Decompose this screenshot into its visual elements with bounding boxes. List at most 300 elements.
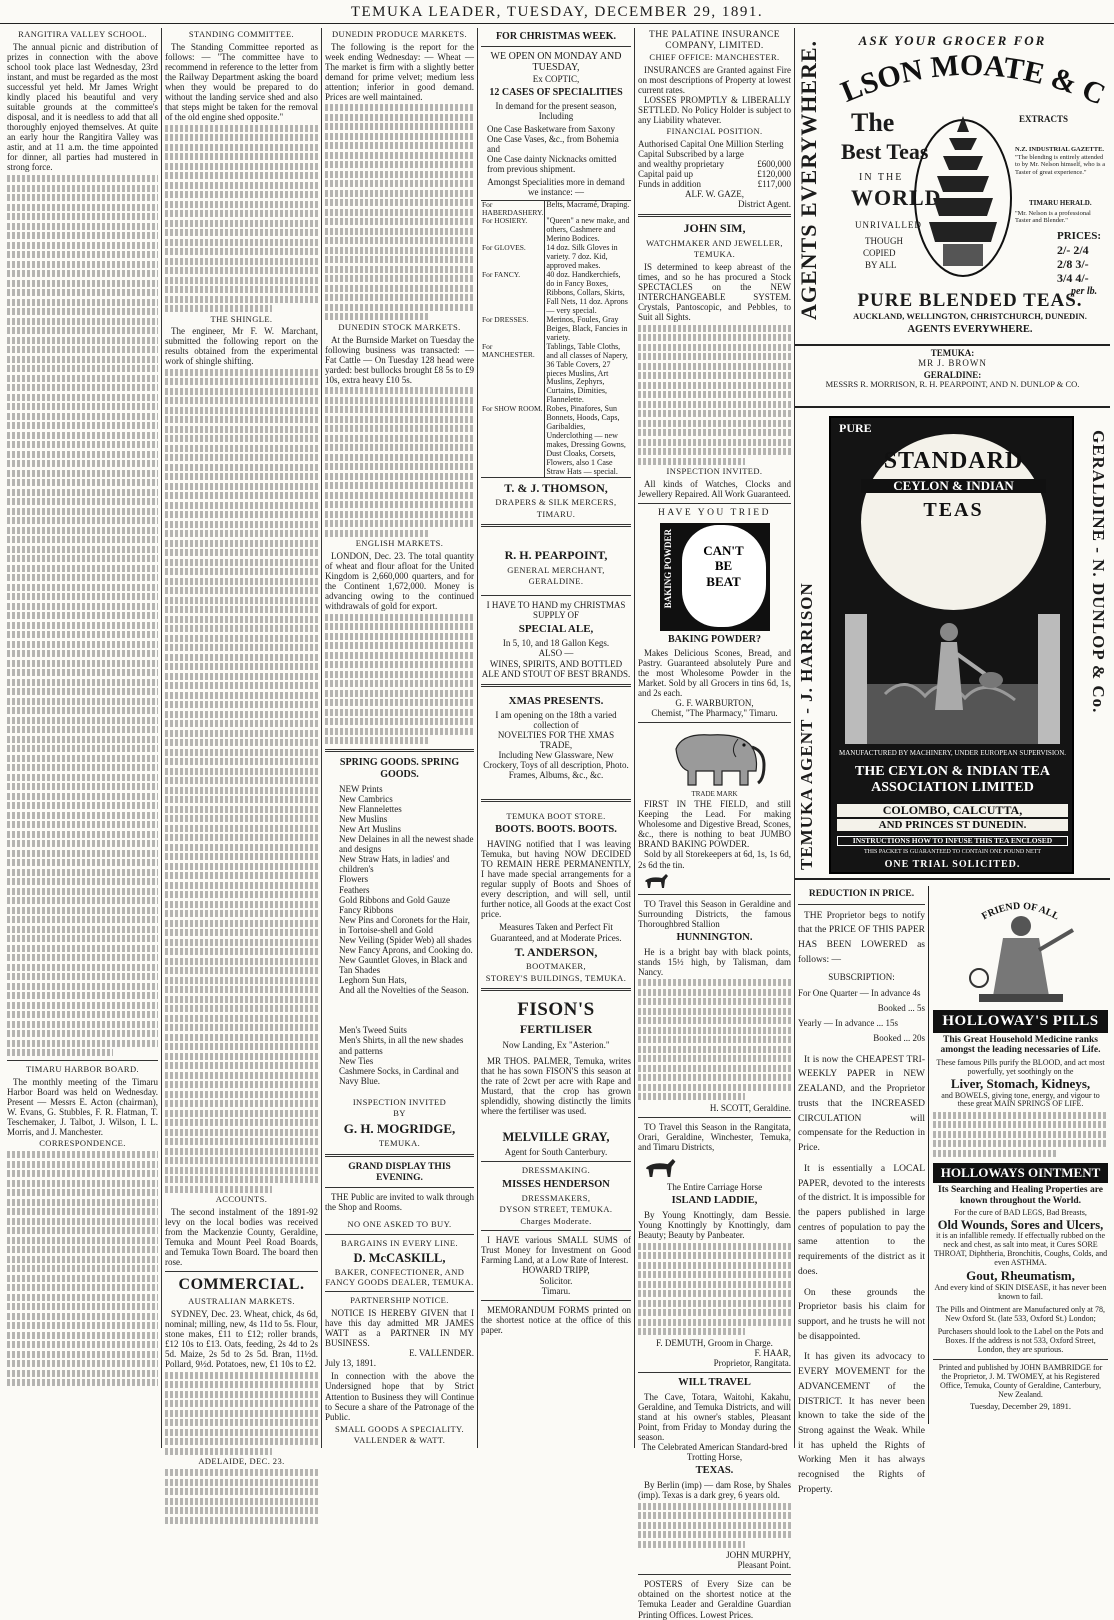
list-item: Fancy Ribbons [339, 904, 394, 915]
column-6-advertisements [795, 28, 1110, 1495]
table-row [481, 405, 631, 477]
category-text: "Queen" a new make, and others, Cashmere and Merino Bodices. [546, 216, 630, 244]
geraldine-label: GERALDINE: [923, 370, 982, 381]
heading-english-markets: ENGLISH MARKETS. [355, 538, 444, 549]
table-row [481, 316, 631, 343]
be-label: BE [714, 558, 733, 574]
list-item: Feathers [339, 884, 370, 895]
row-value: £117,000 [757, 179, 791, 190]
price-row-1: 2/- 2/4 [1057, 243, 1089, 257]
list-item: One Case dainty Nicknacks omitted from previous shipment. [487, 154, 617, 175]
local-paper-text: It is essentially a LOCAL PAPER, devoted to the interests of the district. It is impossible for the papers published in large centres of population to pay the same attention to the requirements of the district as it does. [798, 1163, 925, 1277]
row-label: Capital Subscribed by a large and wealthy proprietary [638, 148, 744, 169]
heading-spring-goods: SPRING GOODS. SPRING GOODS. [339, 757, 460, 780]
table-row [481, 244, 631, 271]
divider [638, 722, 791, 723]
nelson-moate-banner [835, 52, 1105, 108]
anderson-address: STOREY'S BUILDINGS, TEMUKA. [485, 972, 627, 983]
manufactured-text: MANUFACTURED BY MACHINERY, UNDER EUROPEAN SUPERVISION. [838, 749, 1067, 757]
imprint-text: Printed and published by JOHN BAMBRIDGE for the Proprietor, J. M. TWOMEY, at his Registered Office, Temuka, County of Geraldine, Canterbury, New Zealand. [938, 1362, 1103, 1399]
gout-rheumatism: Gout, Rheumatism, [966, 1268, 1075, 1284]
filler-text-block-4 [165, 369, 318, 1193]
gazette-name: N.Z. INDUSTRIAL GAZETTE. [1015, 146, 1105, 153]
advertiser-melville-gray: MELVILLE GRAY, [502, 1130, 610, 1145]
sim-text: IS determined to keep abreast of the times, and so he has procured a Stock SPECTACLES on the NEW INTERCHANGEABLE SYSTEM. Crystals, Pantoscopic, and Pebbles, to Suit all Sights. [638, 261, 791, 323]
travel-text: TO Travel this Season in Geraldine and Surrounding Districts, the famous Thoroughbred Stallion [638, 898, 791, 929]
category-text: Robes, Pinafores, Sun Bonnets, Hoods, Caps, Garibaldies, Underclothing — new makes, Dressing Gowns, Dust Cloaks, Corsets, Flowers, also 1 Case Straw Hats — special. [546, 404, 626, 476]
divider [933, 1359, 1108, 1360]
table-row [481, 271, 631, 316]
dressmakers-label: DRESSMAKERS, [521, 1192, 591, 1203]
association-name: THE CEYLON & INDIAN TEA ASSOCIATION LIMITED [855, 764, 1050, 796]
pearpoint-trade: GENERAL MERCHANT, [507, 564, 605, 575]
can-label: CAN'T [703, 542, 744, 558]
friend-of-all-illustration [933, 886, 1108, 1010]
nelson-moate-ad [795, 28, 1110, 346]
groom-demuth: F. DEMUTH, Groom in Charge. [656, 1337, 773, 1348]
standard-title: STANDARD [883, 448, 1024, 474]
standard-tea-label [829, 416, 1074, 874]
filler-text-block-10 [638, 325, 791, 465]
partnership-date: July 13, 1891. [325, 1358, 377, 1369]
celebrated-text: The Celebrated American Standard-bred Trotting Horse, [641, 1442, 788, 1463]
wines-text: WINES, SPIRITS, AND BOTTLED ALE AND STOUT OF BEST BRANDS. [481, 658, 631, 679]
old-wounds-text: Old Wounds, Sores and Ulcers, [937, 1217, 1104, 1232]
tea-picker-icon [845, 614, 1060, 744]
pagoda-icon [913, 102, 1013, 278]
list-item: New Pins and Coronets for the Hair, in Tortoise-shell and Gold [339, 914, 470, 935]
have-you-tried: HAVE YOU TRIED [658, 507, 771, 518]
spring-goods-list-mens [325, 1025, 474, 1085]
horse-island-laddie: ISLAND LADDIE, [671, 1195, 758, 1207]
baking-powder-text: Makes Delicious Scones, Bread, and Pastry. Guaranteed absolutely Pure and the most Wholesome Powder in the Market. Sold by all Grocers in tins 6d, 1s, and 2s each. [638, 647, 791, 699]
capital-subscribed-row [638, 149, 791, 169]
agents-geraldine: MESSRS R. MORRISON, R. H. PEARPOINT, AND N. DUNLOP & CO. [825, 379, 1080, 390]
pure-label: PURE [839, 421, 872, 435]
pagoda-illustration [913, 102, 1013, 278]
divider [481, 46, 631, 47]
heading-accounts: ACCOUNTS. [215, 1194, 268, 1205]
divider [325, 1154, 474, 1157]
horse-icon-2 [642, 1156, 678, 1180]
category-text: Merinos, Foules, Gray Beiges, Black, Fancies in variety. [546, 314, 628, 342]
divider [325, 749, 474, 752]
list-item: Cashmere Socks, in Cardinal and Navy Blue. [339, 1065, 459, 1086]
town-label: TEMUKA. [378, 1138, 421, 1149]
baking-powder-logo [660, 523, 770, 631]
row-label: Capital paid up [638, 168, 693, 179]
heading-dunedin-produce: DUNEDIN PRODUCE MARKETS. [332, 29, 467, 39]
list-item: New Flannelettes [339, 803, 402, 814]
price-row-3: 3/4 4/- [1057, 271, 1089, 285]
firm-vallender-watt: VALLENDER & WATT. [353, 1435, 446, 1446]
charges-text: Charges Moderate. [520, 1215, 592, 1226]
xmas-text: I am opening on the 18th a varied collection of [495, 709, 617, 731]
column-5 [635, 28, 795, 1620]
article-australian-markets: SYDNEY, Dec. 23. Wheat, chick, 4s 6d, nominal; milling, new, 4s 11d to 5s. Flour, stone makes, £11 to £12; roller brands, £12 10s to £13. Oats, feeding, 2s 4d to 2s 5d. Maize, 2s 5d to 2s 5d. Bran, 11½d. Pollard, 9½d. Potatoes, new, £1 10s to £2. [165, 1308, 318, 1370]
oxford-address: The Pills and Ointment are Manufactured only at 78, New Oxford St. (late 533, Oxford St.) London; [935, 1304, 1106, 1323]
category-label: For DRESSES. [481, 316, 545, 343]
liver-stomach-kidneys: Liver, Stomach, Kidneys, [950, 1075, 1091, 1091]
heading-dressmaking: DRESSMAKING. [521, 1165, 591, 1176]
list-item: One Case Vases, &c., from Bohemia and [487, 134, 619, 155]
trade-mark-label: TRADE MARK [691, 790, 738, 799]
category-label: For MANCHESTER. [481, 343, 545, 406]
divider [481, 524, 631, 527]
list-item: New Art Muslins [339, 824, 402, 835]
horse-hunnington: HUNNINGTON. [676, 931, 753, 943]
table-row [481, 200, 631, 217]
by-all-label: BY ALL [865, 260, 897, 270]
agent-brown: MR J. BROWN [918, 358, 987, 369]
list-item: Flowers [339, 874, 368, 885]
town-label: TEMUKA. [693, 249, 736, 260]
list-item: Men's Tweed Suits [339, 1025, 407, 1036]
murphy-location: Pleasant Point. [737, 1560, 791, 1571]
funds-row [638, 179, 791, 189]
prices-label: PRICES: [1057, 230, 1102, 242]
divider [638, 1372, 791, 1373]
elephant-icon [660, 727, 770, 791]
advertiser-tripp: HOWARD TRIPP, [522, 1265, 590, 1276]
divider [481, 799, 631, 802]
skin-disease-text: And every kind of SKIN DISEASE, it has never been known to fail. [934, 1283, 1107, 1301]
advertiser-anderson: T. ANDERSON, [514, 944, 598, 959]
category-label: For HOSIERY. [481, 217, 545, 244]
holloways-ointment-banner: HOLLOWAYS OINTMENT [933, 1163, 1108, 1184]
nelson-moate-title: LSON MOATE & [836, 52, 1082, 108]
heading-xmas-presents: XMAS PRESENTS. [508, 694, 604, 707]
boots-text: HAVING notified that I was leaving Temuka, but having NOW DECIDED TO REMAIN HERE PERMANENTLY, I have made special arrangements for a regular supply of Boots and Shoes of every description, and will sell, until further notice, all Goods at the exact Cost price. [481, 838, 631, 920]
inspection-invited: INSPECTION INVITED [352, 1096, 447, 1107]
palatine-losses: LOSSES PROMPTLY & LIBERALLY SETTLED. No Policy Holder is subject to any Liability whatever. [638, 95, 791, 126]
agents-everywhere: AGENTS EVERYWHERE. [907, 324, 1033, 335]
owner-location: Proprietor, Rangitata. [713, 1357, 791, 1368]
friend-of-all-label: FRIEND OF ALL [980, 900, 1061, 923]
list-item: New Fancy Aprons, and Cooking do. [339, 945, 473, 955]
standard-tea-ad [795, 410, 1110, 880]
list-item: New Delaines in all the newest shade and designs [339, 834, 474, 855]
bowels-text: and BOWELS, giving tone, energy, and vigour to these great MAIN SPRINGS OF LIFE. [941, 1090, 1100, 1109]
filler-text-block-1 [7, 175, 158, 1056]
divider [481, 1230, 631, 1231]
reduction-text: THE Proprietor begs to notify that the PRICE OF THIS PAPER HAS BEEN LOWERED as follows: — [798, 910, 925, 965]
divider [481, 988, 631, 991]
will-travel-text: The Cave, Totara, Waitohi, Kakahu, Geraldine, and Temuka Districts, and will stand at his owner's stables, Pleasant Point, from Friday to Monday during the season. [638, 1391, 791, 1443]
in-the-label: IN THE [859, 172, 904, 183]
row-value: £120,000 [757, 168, 791, 179]
article-standing-committee: The Standing Committee reported as follows: — "The committee have to recommend in reference to the letter from the Railway Department asking the board when they would be prepared to do without the landing service shed and also that steps might be taken for the removal of the old engine shed opposite." [165, 41, 318, 123]
no-one-asked: NO ONE ASKED TO BUY. [347, 1219, 452, 1230]
reduction-in-price-ad [795, 886, 929, 1495]
category-label: For FANCY. [481, 271, 545, 316]
tea-picker-illustration [845, 614, 1060, 744]
posters-text: POSTERS of Every Size can be obtained on the shortest notice at the Temuka Leader and Geraldine Guardian Printing Offices. Lowest Prices. [638, 1579, 791, 1620]
landing-text: Now Landing, Ex "Asterion." [502, 1039, 610, 1050]
advertiser-henderson: MISSES HENDERSON [502, 1178, 610, 1190]
glassware: Including New Glassware, New Crockery, Toys of all description, Photo. Frames, Albums, &c., &c. [483, 750, 629, 781]
heading-commercial: COMMERCIAL. [178, 1276, 305, 1294]
list-item: One Case Basketware from Saxony [487, 123, 615, 134]
jumbo-tins: Sold by all Storekeepers at 6d, 1s, 1s 6d, 2s 6d the tin. [638, 849, 791, 870]
category-text: 14 doz. Silk Gloves in variety. 7 doz. Kid, approved makes. [546, 243, 618, 271]
world-label: WORLD [851, 185, 942, 210]
category-text: Tablings, Table Cloths, and all classes of Napery, 36 Table Covers, 27 pieces Muslins, Art Muslins, Zephyrs, Curtains, Dimities, Flannelette. [546, 341, 628, 405]
rate-row-2: Booked ... 5s [877, 1002, 925, 1013]
table-row [481, 343, 631, 406]
filler-text-block-5 [165, 1372, 318, 1455]
heading-dunedin-stock: DUNEDIN STOCK MARKETS. [338, 321, 461, 332]
filler-text-block-13 [638, 1503, 791, 1548]
divider [638, 894, 791, 895]
specialities-table [481, 200, 631, 478]
will-travel: WILL TRAVEL [678, 1376, 751, 1388]
jumbo-text: FIRST IN THE FIELD, and still Keeping the Lead. For making Wholesome and Digestive Bread, Scones, &c., there is nothing to beat JUMBO BRAND BAKING POWDER. [638, 799, 791, 850]
palatine-insurances: INSURANCES are Granted against Fire on most descriptions of Property at lowest current rates. [638, 64, 791, 95]
ceylon-indian-label: CEYLON & INDIAN [861, 479, 1046, 494]
owner-haar: F. HAAR, [754, 1347, 791, 1358]
article-the-shingle: The engineer, Mr F. W. Marchant, submitted the following report on the results obtained from the experimental work of shingle shifting. [165, 326, 318, 367]
column-4 [478, 28, 635, 1448]
divider [638, 1574, 791, 1575]
one-trial: ONE TRIAL SOLICITED. [884, 859, 1021, 870]
extracts-label: EXTRACTS [1019, 114, 1069, 124]
horse-icon-1 [642, 872, 670, 890]
infallible-text: it is an infallible remedy. If effectually rubbed on the neck and chest, as salt into meat, it Cures SORE THROAT, Diphtheria, Bronchitis, Coughs, Colds, and even ASTHMA. [933, 1230, 1108, 1267]
heading-rangitira-school: RANGITIRA VALLEY SCHOOL. [18, 29, 147, 39]
category-label: For GLOVES. [481, 244, 545, 271]
rate-row-1: For One Quarter — In advance 4s [798, 987, 921, 998]
special-ale: SPECIAL ALE, [518, 623, 594, 636]
herald-name: TIMARU HERALD. [1029, 199, 1092, 207]
the-label: The [851, 108, 895, 137]
filler-text-block-11 [638, 979, 791, 1100]
princes-dunedin: AND PRINCES ST DUNEDIN. [837, 819, 1068, 831]
agent-gaze: ALF. W. GAZE, [684, 189, 745, 200]
filler-text-block-6 [165, 1469, 318, 1524]
category-text: 40 doz. Handkerchiefs, do in Fancy Boxes, Ribbons, Collars, Skirts, Fall Nets, 11 doz. Aprons — very special. [546, 270, 628, 315]
list-item: Gold Ribbons and Gold Gauze [339, 894, 450, 905]
list-item: New Straw Hats, in ladies' and children's [339, 854, 450, 875]
sim-trade: WATCHMAKER AND JEWELLER, [646, 237, 783, 248]
gazette-quote: "The blending is entirely attended to by Mr. Nelson himself, who is a Taster of great experience." [1015, 154, 1106, 176]
cities-line: AUCKLAND, WELLINGTON, CHRISTCHURCH, DUNEDIN. [853, 311, 1087, 321]
capital-authorised: Authorised Capital One Million Sterling [638, 138, 784, 149]
mccaskill-trade: BAKER, CONFECTIONER, AND FANCY GOODS DEALER, TEMUKA. [325, 1267, 474, 1287]
spring-goods-list [325, 784, 474, 996]
filler-text-block-7 [325, 104, 474, 320]
amongst-text: Amongst Specialities more in demand we instance: — [487, 177, 625, 198]
reduction-heading: REDUCTION IN PRICE. [808, 889, 915, 899]
divider [165, 1271, 318, 1272]
packet-guarantee: THIS PACKET IS GUARANTEED TO CONTAIN ONE POUND NETT [864, 849, 1041, 855]
signature-scott: H. SCOTT, Geraldine. [709, 1102, 791, 1113]
list-item: And all the Novelties of the Season. [339, 985, 469, 996]
owner-murphy: JOHN MURPHY, [726, 1550, 791, 1561]
heading-palatine: THE PALATINE INSURANCE COMPANY, LIMITED. [649, 30, 780, 51]
heading-partnership: PARTNERSHIP NOTICE. [350, 1295, 449, 1306]
grounds-text: On these grounds the Proprietor basis his claim for support, and he trusts he will not be disappointed. [798, 1287, 925, 1342]
table-row [481, 217, 631, 244]
divider [481, 595, 631, 596]
article-english-markets: LONDON, Dec. 23. The total quantity of wheat and flour afloat for the United Kingdom is 2,660,000 quarters, and for the Continent 1,672,000. Money is advancing owing to the continued withdrawals of gold for export. [325, 550, 474, 612]
category-label: For HABERDASHERY. [482, 199, 544, 217]
by-label: BY [393, 1108, 406, 1119]
category-text: Belts, Macramé, Draping. [546, 199, 630, 209]
town-label: GERALDINE. [528, 576, 584, 587]
small-goods: SMALL GOODS A SPECIALITY. [334, 1423, 465, 1434]
town-label: TIMARU. [536, 508, 576, 519]
price-row-2: 2/8 3/- [1057, 257, 1089, 271]
list-item: New Ties [339, 1055, 374, 1066]
divider [798, 904, 925, 905]
fisons-title: FISON'S [517, 999, 595, 1021]
temuka-label: TEMUKA: [930, 348, 975, 358]
temuka-agent-vertical: TEMUKA AGENT - J. HARRISON [797, 582, 816, 870]
best-teas: Best Teas [841, 139, 929, 164]
divider [638, 503, 791, 504]
measures-text: Measures Taken and Perfect Fit Guaranteed, and at Moderate Prices. [490, 922, 622, 943]
rate-row-4: Booked ... 20s [873, 1033, 925, 1044]
thomson-trade: DRAPERS & SILK MERCERS, [495, 497, 617, 508]
beat-label: BEAT [706, 573, 741, 589]
capital-paid-row [638, 169, 791, 179]
agents-everywhere-vertical: AGENTS EVERYWHERE. [796, 39, 821, 320]
column-2 [162, 28, 322, 1467]
searching-text: Its Searching and Healing Properties are known throughout the World. [938, 1185, 1103, 1207]
palatine-chief-office: CHIEF OFFICE: MANCHESTER. [649, 52, 780, 63]
holloway-ad [931, 886, 1110, 1424]
cheapest-text: It is now the CHEAPEST TRI-WEEKLY PAPER in NEW ZEALAND, and the Proprietor trusts that the INCREASED CIRCULATION will compensate for the Reduction in Price. [798, 1054, 925, 1154]
ex-coptic: Ex COPTIC, [532, 73, 580, 84]
grand-display-text: THE Public are invited to walk through the Shop and Rooms. [325, 1192, 474, 1213]
town-label: Timaru. [541, 1285, 571, 1296]
per-lb-label: per lb. [1071, 286, 1098, 297]
connection-text: In connection with the above the Undersigned hope that by Strict Attention to Business they will Continue to Secure a share of the Patronage of the Public. [325, 1371, 474, 1422]
advertiser-thomson: T. & J. THOMSON, [504, 480, 608, 495]
pills-text: These famous Pills purify the BLOOD, and act most powerfully, yet soothingly on the [936, 1058, 1105, 1076]
repairs-text: All kinds of Watches, Clocks and Jewellery Repaired. All Work Guaranteed. [638, 478, 791, 499]
palmer-testimonial: MR THOS. PALMER, Temuka, writes that he has sown FISON'S this season at the rate of 2cwt per acre with Rape and Mustard, that the crop has grown splendidly, showing distinctly the limits where the fertiliser was used. [481, 1055, 631, 1117]
travel-text-2: TO Travel this Season in the Rangitata, Orari, Geraldine, Winchester, Temuka, and Timaru Districts, [638, 1121, 791, 1153]
heading-australian-markets: AUSTRALIAN MARKETS. [188, 1296, 295, 1307]
list-item: New Veiling (Spider Web) all shades [339, 934, 472, 945]
seated-figure-icon [933, 886, 1108, 1010]
teas-label: TEAS [923, 499, 984, 522]
divider [325, 1291, 474, 1292]
novelties: NOVELTIES FOR THE XMAS TRADE, [497, 730, 615, 751]
column-3 [322, 28, 478, 1448]
memorandum-text: MEMORANDUM FORMS printed on the shortest notice at the office of this paper. [481, 1304, 631, 1335]
have-to-hand: I HAVE TO HAND my CHRISTMAS SUPPLY OF [486, 599, 626, 620]
warburton-name: G. F. WARBURTON, [675, 698, 754, 709]
rate-row-3: Yearly — In advance ... 15s [798, 1018, 899, 1029]
column-1 [4, 28, 162, 1448]
article-rangitira-school: The annual picnic and distribution of prizes in connection with the above school took place last Wednesday, 23rd instant, and must be regarded as the most successful yet held. Mr James Wright kindly placed his beautiful and very suitable grounds at the committee's disposal, and it is needless to add that all thoroughly enjoyed themselves. At quite an early hour the Rangitira Valley was astir, and at 11 a.m. the time appointed for dinner, all parties had mustered in strong force. [7, 41, 158, 173]
henderson-address: DYSON STREET, TEMUKA. [499, 1204, 613, 1215]
colombo-calcutta: COLOMBO, CALCUTTA, [837, 804, 1068, 817]
agent-text: Agent for South Canterbury. [504, 1147, 608, 1158]
list-item: Leghorn Sun Hats, [339, 975, 407, 986]
filler-text-block-2 [7, 1151, 158, 1386]
also-label: ALSO — [538, 648, 574, 659]
article-harbor-board: The monthly meeting of the Timaru Harbor Board was held on Wednesday. Present — Messrs E. Acton (chairman), W. Evans, G. Stubbles, F. R. Flatman, T. Teschemaker, J. Talbot, J. Wilson, I. L. Morris, and J. Manchester. [7, 1076, 158, 1137]
unrivalled-label: UNRIVALLED [855, 220, 922, 230]
instructions-text: INSTRUCTIONS HOW TO INFUSE THIS TEA ENCLOSED [837, 836, 1068, 846]
twelve-cases: 12 CASES OF SPECIALITIES [489, 86, 623, 98]
article-dunedin-stock: At the Burnside Market on Tuesday the following business was transacted: — Fat Cattle — On Tuesday 128 head were yarded: best bullocks brought £8 5s to £9 10s, extra heavy £10 5s. [325, 334, 474, 385]
baking-powder-label: BAKING POWDER [662, 528, 673, 608]
divider [638, 1117, 791, 1118]
row-label: Funds in addition [638, 179, 702, 190]
divider [481, 684, 631, 687]
subscription-label: SUBSCRIPTION: [828, 971, 895, 982]
elephant-trademark [660, 727, 770, 791]
district-agent-label: District Agent. [738, 199, 791, 210]
divider [481, 1161, 631, 1162]
article-dunedin-produce: The following is the report for the week ending Wednesday: — Wheat — The market is firm with a slightly better demand for prime velvet; medium less attention; inferior in good demand. Prices are well maintained. [325, 41, 474, 102]
filler-text-block-14 [933, 1112, 1108, 1157]
filler-text-block-9 [325, 614, 474, 745]
case-list [481, 124, 631, 174]
list-item: New Muslins [339, 813, 388, 824]
standard-emblem [861, 434, 1046, 610]
advertiser-pearpoint: R. H. PEARPOINT, [504, 548, 608, 563]
solicitor-label: Solicitor. [539, 1275, 573, 1286]
heading-christmas-week: FOR CHRISTMAS WEEK. [495, 31, 617, 42]
advertiser-sim: JOHN SIM, [683, 221, 746, 236]
list-item: New Gauntlet Gloves, in Black and Tan Shades [339, 955, 467, 976]
horse-texas: TEXAS. [695, 1465, 734, 1477]
bargains-line: BARGAINS IN EVERY LINE. [340, 1237, 459, 1248]
filler-text-block-3 [165, 125, 318, 313]
list-item: Men's Shirts, in all the new shades and patterns [339, 1035, 464, 1056]
advocacy-text: It has given its advocacy to EVERY MOVEMENT for the ADVANCEMENT of the DISTRICT. It has never been known to take the side of the Strong against the Weak. While it has upheld the Rights of Working Men it has always recognised the Rights of Property. [798, 1352, 925, 1495]
geraldine-agent-vertical: GERALDINE - N. DUNLOP & Co. [1089, 430, 1108, 714]
letter-b-logo [682, 525, 766, 627]
inspection-invited: INSPECTION INVITED. [666, 466, 763, 477]
copied-label: COPIED [863, 248, 896, 258]
pure-blended-teas: PURE BLENDED TEAS. [857, 290, 1083, 311]
trust-money-text: I HAVE various SMALL SUMS of Trust Money for Investment on Good Farming Land, at a Low Rate of Interest. [481, 1235, 631, 1266]
heading-correspondence: CORRESPONDENCE. [39, 1138, 126, 1149]
list-item: New Cambrics [339, 793, 393, 804]
household-text: This Great Household Medicine ranks amongst the leading necessaries of Life. [940, 1034, 1101, 1056]
divider [325, 1187, 474, 1188]
filler-text-block-8 [325, 387, 474, 537]
partnership-text: NOTICE IS HEREBY GIVEN that I have this day admitted MR JAMES WATT as a PARTNER IN MY BUSINESS. [325, 1307, 474, 1349]
texas-text: By Berlin (imp) — dam Rose, by Shales (imp). Texas is a dark grey, 6 years old. [638, 1480, 791, 1501]
article-accounts: The second instalment of the 1891-92 levy on the local bodies was received from the Mackenzie County, Geraldine, Temuka and Mount Peel Road Boards, and Temuka Town Board. The board then rose. [165, 1206, 318, 1268]
warburton-chemist: Chemist, "The Pharmacy," Timaru. [651, 708, 778, 719]
advertiser-mccaskill: D. McCASKILL, [353, 1251, 446, 1266]
though-label: THOUGH [865, 236, 903, 246]
divider [7, 1060, 158, 1061]
divider [481, 1300, 631, 1301]
entire-carriage-horse: The Entire Carriage Horse [666, 1182, 763, 1193]
nelson-agents [795, 348, 1110, 408]
imprint-date: Tuesday, December 29, 1891. [969, 1400, 1072, 1411]
divider [325, 1234, 474, 1235]
heading-timaru-harbor-board: TIMARU HARBOR BOARD. [25, 1064, 140, 1075]
open-monday: WE OPEN ON MONDAY AND TUESDAY, [490, 51, 622, 74]
category-label: For SHOW ROOM. [481, 405, 545, 477]
filler-text-block-12 [638, 1243, 791, 1336]
row-value: £600,000 [757, 158, 791, 169]
masthead: TEMUKA LEADER, TUESDAY, DECEMBER 29, 1891. [0, 0, 1114, 24]
hunnington-text: He is a bright bay with black points, stands 15½ high, by Talisman, dam Nancy. [638, 946, 791, 977]
holloways-pills-banner: HOLLOWAY'S PILLS [933, 1010, 1108, 1033]
